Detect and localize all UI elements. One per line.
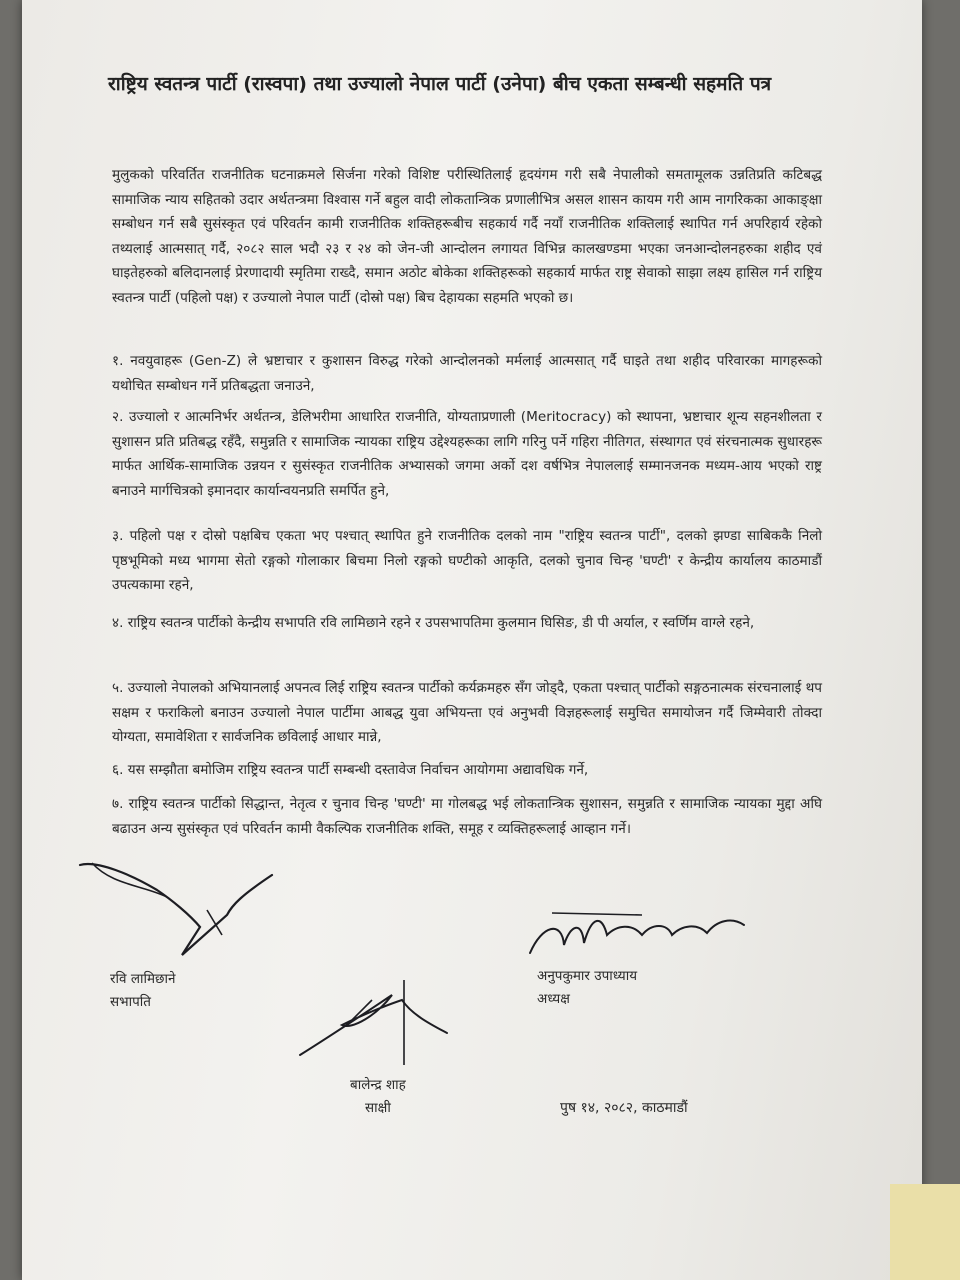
intro-paragraph: मुलुकको परिवर्तित राजनीतिक घटनाक्रमले सिर्जना गरेको विशिष्ट परीस्थितिलाई हृदयंगम गरी सबै नेपालीको समतामूलक उन्नतिप्रति कटिबद्ध सामाजिक न्याय सहितको उदार अर्थतन्त्रमा विश्‍वास गर्ने बहुल वादी लोकतान्त्रिक प्रणालीभित्र असल शासन कायम गरी आम नागरिकका आकाङ्क्षा सम्बोधन गर्न सबै सुसंस्कृत एवं परिवर्तन कामी राजनीतिक शक्तिहरूबीच सहकार्य गर्दै नयाँ राजनीतिक शक्तिलाई स्थापित गर्न अपरिहार्य रहेको तथ्यलाई आत्मसात् गर्दै, २०८२ साल भदौ २३ र २४ को जेन-जी आन्दोलन लगायत विभिन्न कालखण्डमा भएका जनआन्दोलनहरुका शहीद एवं घाइतेहरुको बलिदानलाई प्रेरणादायी स्मृतिमा राख्दै, समान अठोट बोकेका शक्तिहरूको सहकार्य मार्फत राष्ट्र सेवाको साझा लक्ष्य हासिल गर्न राष्ट्रिय स्वतन्त्र पार्टी (पहिलो पक्ष) र उज्यालो नेपाल पार्टी (दोस्रो पक्ष) बिच देहायका सहमति भएको छ। xyxy=(112,167,822,306)
signatory-left-name: रवि लामिछाने xyxy=(110,971,176,987)
date-place: पुष १४, २०८२, काठमाडौं xyxy=(560,1100,688,1116)
signatory-witness-role: साक्षी xyxy=(365,1100,391,1116)
signature-witness xyxy=(292,975,452,1070)
signatory-witness xyxy=(350,1074,406,1120)
signatory-witness-name: बालेन्द्र शाह xyxy=(350,1077,406,1093)
point-7: ७. राष्ट्रिय स्वतन्त्र पार्टीको सिद्धान्त, नेतृत्व र चुनाव चिन्ह 'घण्टी' मा गोलबद्ध भई लोकतान्त्रिक सुशासन, समुन्नति र सामाजिक न्यायका मुद्दा अघि बढाउन अन्य सुसंस्कृत एवं परिवर्तन कामी वैकल्पिक राजनीतिक शक्ति, समूह र व्यक्तिहरूलाई आव्हान गर्ने। xyxy=(112,796,822,837)
point-5: ५. उज्यालो नेपालको अभियानलाई अपनत्व लिई राष्ट्रिय स्वतन्त्र पार्टीको कर्यक्रमहरु सँग जोड्दै, एकता पश्चात् पार्टीको सङ्गठनात्मक संरचनालाई थप सक्षम र फराकिलो बनाउन उज्यालो नेपाल पार्टीमा आबद्ध युवा अभियन्ता एवं अनुभवी विज्ञहरूलाई समुचित समायोजन गर्दै जिम्मेवारी तोक्दा योग्यता, समावेशिता र सार्वजनिक छविलाई आधार मान्ने, xyxy=(112,680,822,745)
signature-left xyxy=(72,855,292,965)
signatory-right xyxy=(537,965,637,1011)
document-title: राष्ट्रिय स्वतन्त्र पार्टी (रास्वपा) तथा उज्यालो नेपाल पार्टी (उनेपा) बीच एकता सम्बन्धी सहमति पत्र xyxy=(108,73,772,95)
agreement-sheet xyxy=(22,0,922,1280)
point-3: ३. पहिलो पक्ष र दोस्रो पक्षबिच एकता भए पश्चात् स्थापित हुने राजनीतिक दलको नाम "राष्ट्रिय स्वतन्त्र पार्टी", दलको झण्डा साबिककै निलो पृष्ठभूमिको मध्य भागमा सेतो रङ्गको गोलाकार बिचमा निलो रङ्गको घण्टीको आकृति, दलको चुनाव चिन्ह 'घण्टी' र केन्द्रीय कार्यालय काठमाडौं उपत्यकामा रहने, xyxy=(112,528,822,593)
sticky-note-corner xyxy=(890,1184,960,1280)
point-4: ४. राष्ट्रिय स्वतन्त्र पार्टीको केन्द्रीय सभापति रवि लामिछाने रहने र उपसभापतिमा कुलमान घिसिङ, डी पी अर्याल, र स्वर्णिम वाग्ले रहने, xyxy=(112,615,755,631)
signatory-left xyxy=(110,968,176,1014)
point-1: १. नवयुवाहरू (Gen-Z) ले भ्रष्टाचार र कुशासन विरुद्ध गरेको आन्दोलनको मर्मलाई आत्मसात् गर्दै घाइते तथा शहीद परिवारका मागहरूको यथोचित सम्बोधन गर्ने प्रतिबद्धता जनाउने, xyxy=(112,353,822,394)
point-6: ६. यस सम्झौता बमोजिम राष्ट्रिय स्वतन्त्र पार्टी सम्बन्धी दस्तावेज निर्वाचन आयोगमा अद्यावधिक गर्ने, xyxy=(112,762,589,778)
point-2: २. उज्यालो र आत्मनिर्भर अर्थतन्त्र, डेलिभरीमा आधारित राजनीति, योग्यताप्रणाली (Meritocracy) को स्थापना, भ्रष्टाचार शून्य सहनशीलता र सुशासन प्रति प्रतिबद्ध रहँदै, समुन्नति र सामाजिक न्यायका राष्ट्रिय उद्देश्यहरूका लागि गरिनु पर्ने गहिरा नीतिगत, संस्थागत एवं संरचनात्मक सुधारहरू मार्फत आर्थिक-सामाजिक उन्नयन र सुसंस्कृत राजनीतिक अभ्यासको जगमा अर्को दश वर्षभित्र नेपाललाई सम्मानजनक मध्यम-आय भएको राष्ट्र बनाउने मार्गचित्रको इमानदार कार्यान्वयनप्रति समर्पित हुने, xyxy=(112,409,822,499)
signatory-right-name: अनुपकुमार उपाध्याय xyxy=(537,968,638,984)
signature-right xyxy=(522,905,752,965)
signatory-left-role: सभापति xyxy=(110,994,151,1010)
signatory-right-role: अध्यक्ष xyxy=(537,991,570,1007)
